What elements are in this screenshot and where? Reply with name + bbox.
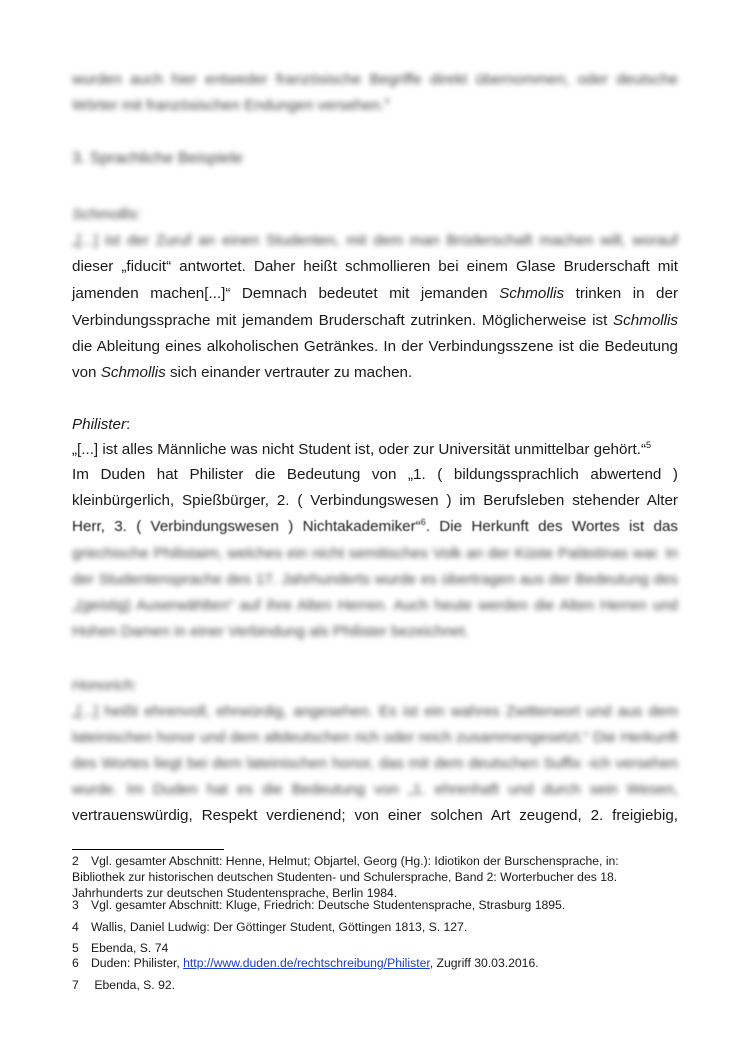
footnote-separator — [72, 849, 224, 850]
duden-link[interactable]: http://www.duden.de/rechtschreibung/Philister — [183, 956, 430, 970]
schmollis-line-1: „[...] ist der Zuruf an einen Studenten, mit dem man Brüderschaft machen will, worauf — [72, 232, 678, 249]
schmollis-line-6: von Schmollis sich einander vertrauter zu machen. — [72, 364, 413, 381]
schmollis-line-2: dieser „fiducit“ antwortet. Daher heißt schmollieren bei einem Glase Bruderschaft mit — [72, 258, 678, 275]
footnote-6: 6 Duden: Philister, http://www.duden.de/rechtschreibung/Philister, Zugriff 30.03.2016. — [72, 956, 539, 970]
honorich-line-1: „[...] heißt ehrenvoll, ehrwürdig, angesehen. Es ist ein wahres Zwitterwort und aus dem — [72, 703, 678, 720]
philister-line-1: „[...] ist alles Männliche was nicht Student ist, oder zur Universität unmittelbar gehört.“$^5$ — [72, 439, 652, 458]
intro-line-1: wurden auch hier entweder französische Begriffe direkt übernommen, oder deutsche — [72, 71, 678, 88]
intro-line-2: Wörter mit französischen Endungen versehen.$^4$ — [72, 95, 390, 114]
honorich-line-4: wurde. Im Duden hat es die Bedeutung von „1. ehrenhaft und durch sein Wesen, — [72, 781, 678, 798]
honorich-line-3: des Wortes liegt bei dem lateinischen honor, das mit dem deutschen Suffix -ich versehen — [72, 755, 678, 772]
term-philister: Philister: — [72, 416, 131, 433]
term-honorich: Honorich: — [72, 677, 137, 694]
schmollis-line-4: Verbindungssprache mit jemandem Bruderschaft zutrinken. Möglicherweise ist Schmollis — [72, 312, 678, 329]
philister-line-8: Hohen Damen in einer Verbindung als Philister bezeichnet. — [72, 623, 469, 640]
footnote-7: 7 Ebenda, S. 92. — [72, 978, 176, 992]
philister-line-4: Herr, 3. ( Verbindungswesen ) Nichtakademiker“$^6$. Die Herkunft des Wortes ist das — [72, 516, 679, 535]
philister-line-6: der Studentensprache des 17. Jahrhunderts wurde es übertragen aus der Bedeutung des — [72, 571, 678, 588]
philister-line-3: kleinbürgerlich, Spießbürger, 2. ( Verbindungswesen ) im Berufsleben stehender Alter — [72, 492, 678, 509]
schmollis-line-3: jamenden machen[...]“ Demnach bedeutet mit jemanden Schmollis trinken in der — [72, 285, 679, 302]
footnote-3: 3 Vgl. gesamter Abschnitt: Kluge, Friedrich: Deutsche Studentensprache, Strasburg 1895. — [72, 898, 566, 912]
philister-line-2: Im Duden hat Philister die Bedeutung von „1. ( bildungssprachlich abwertend ) — [72, 466, 678, 483]
term-schmollis: Schmollis: — [72, 206, 142, 223]
honorich-line-2: lateinischen honor und dem altdeutschen rich oder reich zusammengesetzt.“ Die Herkunft — [72, 729, 678, 746]
section-heading: 3. Sprachliche Beispiele — [72, 150, 243, 167]
footnote-2: 2 Vgl. gesamter Abschnitt: Henne, Helmut; Objartel, Georg (Hg.): Idiotikon der Burschensprache, in: Bibliothek zur historischen deutschen Studenten- und Schulersprache, Band 2: Worterbucher des 18. Jahrhunderts zur deutschen Studentensprache, Berlin 1984. — [72, 854, 619, 900]
footnote-4: 4 Wallis, Daniel Ludwig: Der Göttinger Student, Göttingen 1813, S. 127. — [72, 920, 468, 934]
philister-line-7: „(geistig) Auserwählten“ auf ihre Alten Herren. Auch heute werden die Alten Herren und — [72, 597, 678, 614]
schmollis-line-5: die Ableitung eines alkoholischen Getränkes. In der Verbindungsszene ist die Bedeutung — [72, 338, 678, 355]
footnote-5: 5 Ebenda, S. 74 — [72, 941, 169, 955]
honorich-line-5: vertrauenswürdig, Respekt verdienend; von einer solchen Art zeugend, 2. freigiebig, — [72, 807, 678, 824]
philister-line-5: griechische Philistaim, welches ein nicht semitisches Volk an der Küste Palästinas war. In — [72, 545, 678, 562]
